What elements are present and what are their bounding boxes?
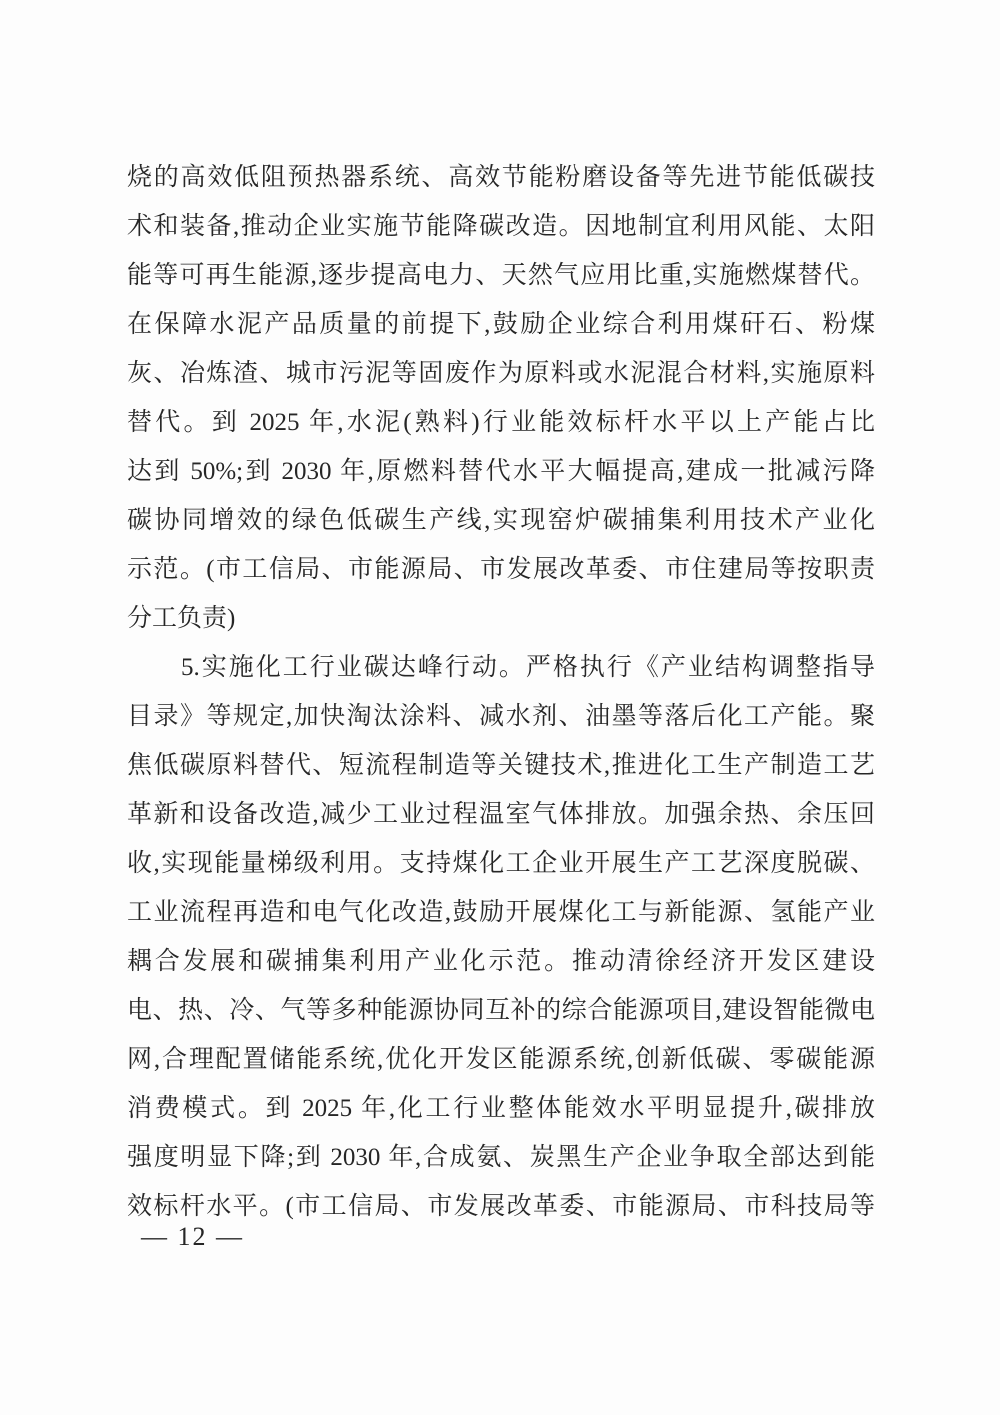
- text-line: 示范。(市工信局、市能源局、市发展改革委、市住建局等按职责: [127, 556, 875, 583]
- text-line: 术和装备,推动企业实施节能降碳改造。因地制宜利用风能、太阳: [127, 213, 875, 240]
- text-line: 烧的高效低阻预热器系统、高效节能粉磨设备等先进节能低碳技: [127, 164, 875, 191]
- page-number: — 12 —: [141, 1222, 244, 1251]
- text-line: 强度明显下降;到 2030 年,合成氨、炭黑生产企业争取全部达到能: [127, 1144, 875, 1171]
- text-line: 达到 50%;到 2030 年,原燃料替代水平大幅提高,建成一批减污降: [127, 458, 875, 485]
- text-line: 5.实施化工行业碳达峰行动。严格执行《产业结构调整指导: [181, 654, 875, 681]
- text-line: 耦合发展和碳捕集利用产业化示范。推动清徐经济开发区建设: [127, 948, 875, 975]
- text-line: 目录》等规定,加快淘汰涂料、减水剂、油墨等落后化工产能。聚: [127, 703, 875, 730]
- text-line: 焦低碳原料替代、短流程制造等关键技术,推进化工生产制造工艺: [127, 752, 875, 779]
- page-body-text: [127, 153, 875, 1231]
- text-line: 替代。到 2025 年,水泥(熟料)行业能效标杆水平以上产能占比: [127, 409, 875, 436]
- text-line: 在保障水泥产品质量的前提下,鼓励企业综合利用煤矸石、粉煤: [127, 311, 875, 338]
- paragraph-chemical-action: [127, 643, 875, 1231]
- text-line: 能等可再生能源,逐步提高电力、天然气应用比重,实施燃煤替代。: [127, 262, 875, 289]
- text-line: 灰、冶炼渣、城市污泥等固废作为原料或水泥混合材料,实施原料: [127, 360, 875, 387]
- text-line: 网,合理配置储能系统,优化开发区能源系统,创新低碳、零碳能源: [127, 1046, 875, 1073]
- text-line: 革新和设备改造,减少工业过程温室气体排放。加强余热、余压回: [127, 801, 875, 828]
- text-line: 效标杆水平。(市工信局、市发展改革委、市能源局、市科技局等: [127, 1193, 875, 1220]
- paragraph-cement-action: [127, 153, 875, 643]
- text-line: 工业流程再造和电气化改造,鼓励开展煤化工与新能源、氢能产业: [127, 899, 875, 926]
- text-line: 碳协同增效的绿色低碳生产线,实现窑炉碳捕集利用技术产业化: [127, 507, 875, 534]
- text-line: 消费模式。到 2025 年,化工行业整体能效水平明显提升,碳排放: [127, 1095, 875, 1122]
- text-line: 收,实现能量梯级利用。支持煤化工企业开展生产工艺深度脱碳、: [127, 850, 875, 877]
- text-line: 电、热、冷、气等多种能源协同互补的综合能源项目,建设智能微电: [127, 997, 875, 1024]
- text-line: 分工负责): [127, 605, 236, 632]
